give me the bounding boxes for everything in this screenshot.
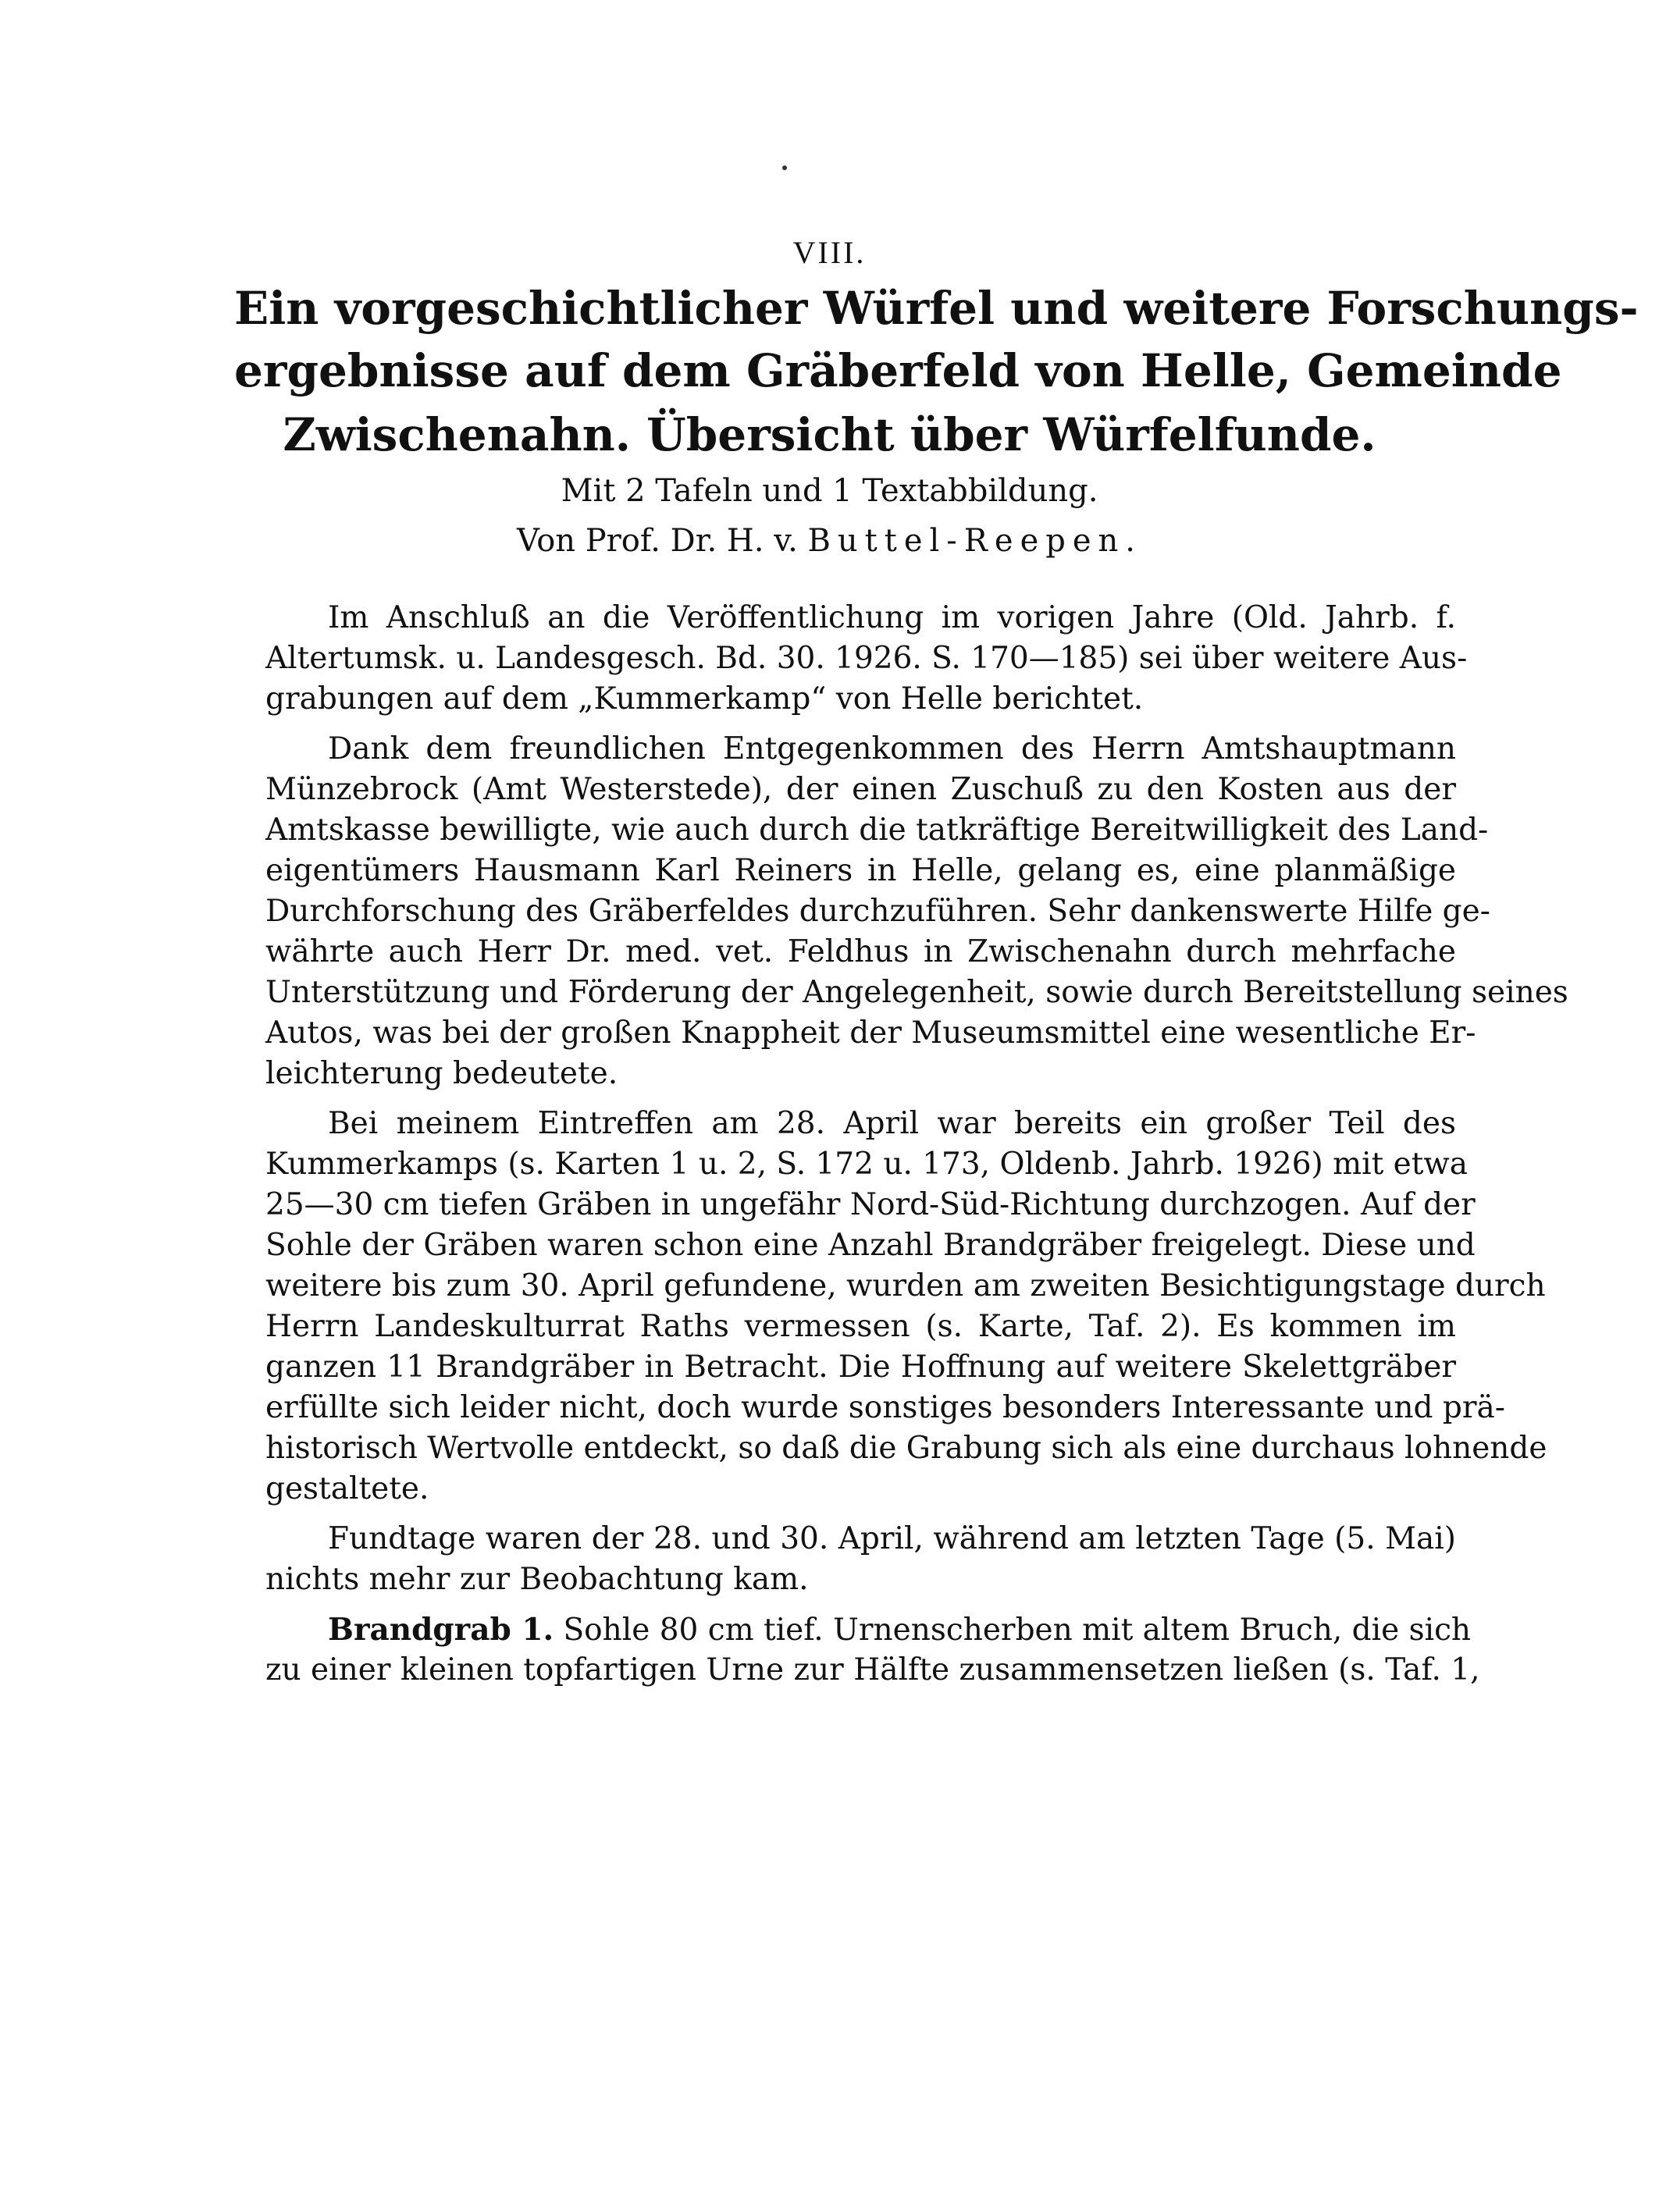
body-line: Autos, was bei der großen Knappheit der Museumsmittel eine wesentliche Er- <box>265 1015 1476 1051</box>
body-line: Unterstützung und Förderung der Angelegenheit, sowie durch Bereitstellung seines <box>265 975 1568 1010</box>
ink-speck <box>782 165 787 170</box>
body-line: Durchforschung des Gräberfeldes durchzuführen. Sehr dankenswerte Hilfe ge- <box>265 894 1490 929</box>
body-line: Im Anschluß an die Veröffentlichung im vorigen Jahre (Old. Jahrb. f. <box>328 600 1456 635</box>
title-line-2: ergebnisse auf dem Gräberfeld von Helle, Gemeinde <box>234 344 1562 397</box>
body-line: erfüllte sich leider nicht, doch wurde sonstiges besonders Interessante und prä- <box>265 1390 1505 1425</box>
body-line: Altertumsk. u. Landesgesch. Bd. 30. 1926. S. 170—185) sei über weitere Aus- <box>265 641 1468 676</box>
body-line: Fundtage waren der 28. und 30. April, während am letzten Tage (5. Mai) <box>328 1521 1456 1556</box>
subtitle: Mit 2 Tafeln und 1 Textabbildung. <box>561 473 1098 509</box>
body-line: ganzen 11 Brandgräber in Betracht. Die Hoffnung auf weitere Skelettgräber <box>265 1350 1456 1385</box>
body-line: 25—30 cm tiefen Gräben in ungefähr Nord-Süd-Richtung durchzogen. Auf der <box>265 1187 1476 1222</box>
author-line <box>0 521 1659 560</box>
body-line: weitere bis zum 30. April gefundene, wurden am zweiten Besichtigungstage durch <box>265 1268 1546 1303</box>
body-line: historisch Wertvolle entdeckt, so daß die Grabung sich als eine durchaus lohnende <box>265 1431 1547 1466</box>
title-line-1: Ein vorgeschichtlicher Würfel und weitere Forschungs- <box>234 282 1639 335</box>
chapter-number: VIII. <box>792 235 867 270</box>
author-prefix: Von Prof. Dr. H. v. <box>516 523 798 559</box>
body-line: währte auch Herr Dr. med. vet. Feldhus in Zwischenahn durch mehrfache <box>265 934 1456 969</box>
body-line: nichts mehr zur Beobachtung kam. <box>265 1562 809 1597</box>
body-line: eigentümers Hausmann Karl Reiners in Helle, gelang es, eine planmäßige <box>265 853 1456 888</box>
body-line: zu einer kleinen topfartigen Urne zur Hälfte zusammensetzen ließen (s. Taf. 1, <box>265 1652 1480 1687</box>
body-line: grabungen auf dem „Kummerkamp“ von Helle berichtet. <box>265 681 1144 717</box>
body-line-text: Sohle 80 cm tief. Urnenscherben mit altem Bruch, die sich <box>563 1613 1472 1648</box>
body-line: Bei meinem Eintreffen am 28. April war bereits ein großer Teil des <box>328 1106 1456 1141</box>
body-line: Dank dem freundlichen Entgegenkommen des Herrn Amtshauptmann <box>328 731 1456 766</box>
body-line: Herrn Landeskulturrat Raths vermessen (s. Karte, Taf. 2). Es kommen im <box>265 1309 1456 1344</box>
title-line-3: Zwischenahn. Übersicht über Würfelfunde. <box>283 408 1376 461</box>
body-line: Amtskasse bewilligte, wie auch durch die tatkräftige Bereitwilligkeit des Land- <box>265 813 1489 848</box>
body-line <box>328 1609 1472 1651</box>
body-line: gestaltete. <box>265 1471 429 1506</box>
body-line: leichterung bedeutete. <box>265 1056 618 1091</box>
body-line: Münzebrock (Amt Westerstede), der einen Zuschuß zu den Kosten aus der <box>265 772 1456 807</box>
author-name: Buttel-Reepen. <box>807 523 1143 559</box>
grave-heading: Brandgrab 1. <box>328 1612 554 1648</box>
body-line: Kummerkamps (s. Karten 1 u. 2, S. 172 u. 173, Oldenb. Jahrb. 1926) mit etwa <box>265 1147 1469 1182</box>
body-line: Sohle der Gräben waren schon eine Anzahl Brandgräber freigelegt. Diese und <box>265 1228 1476 1263</box>
